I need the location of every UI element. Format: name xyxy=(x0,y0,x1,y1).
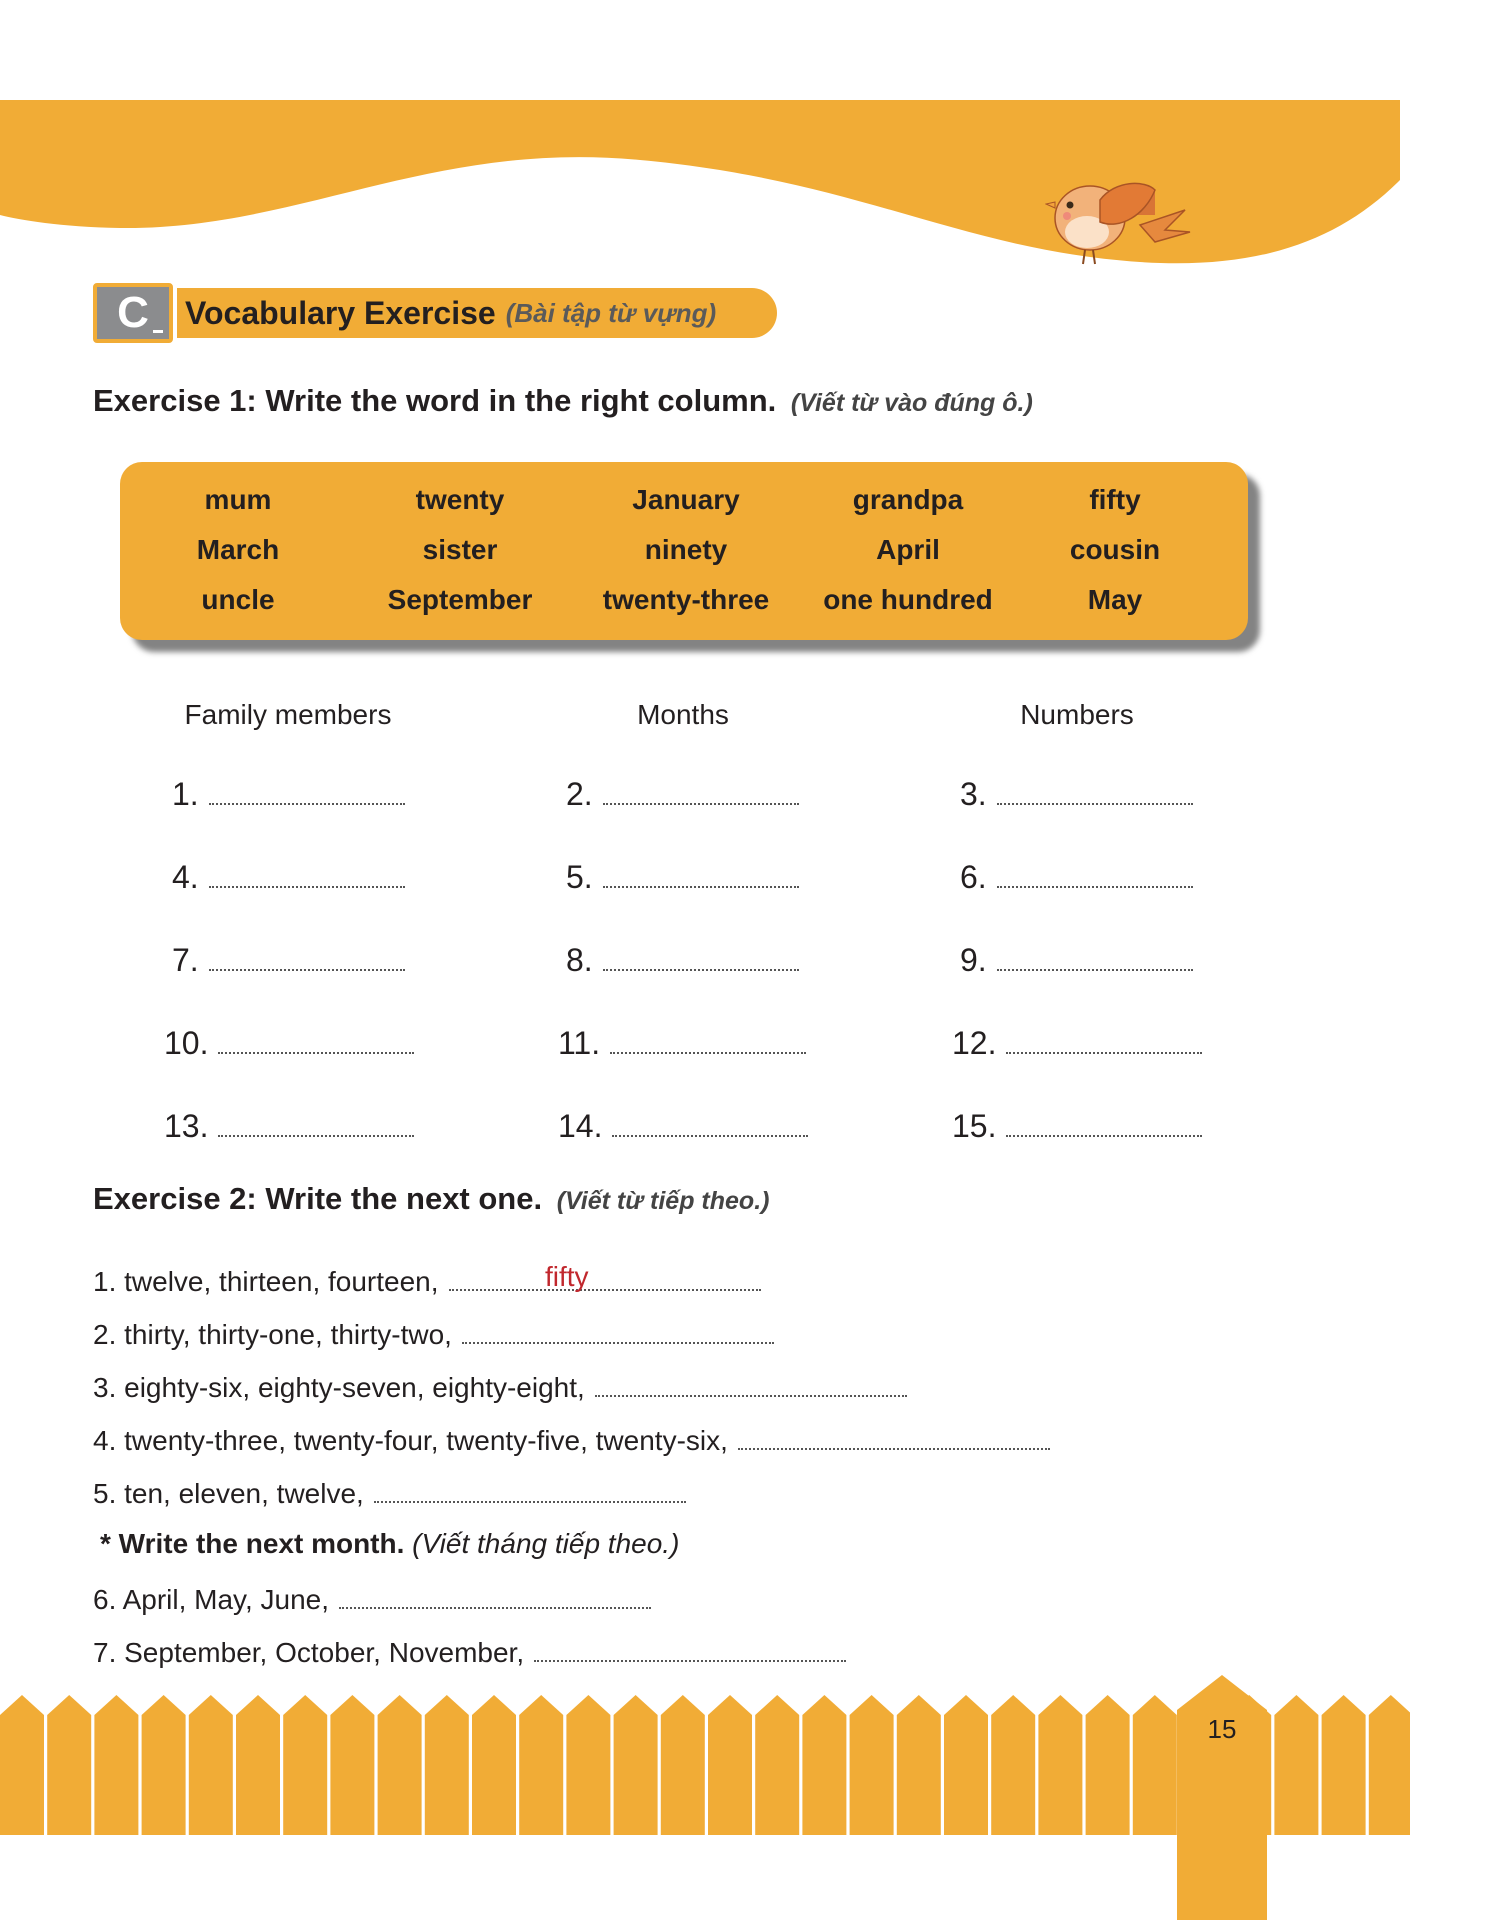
sequence-text: 7. September, October, November, xyxy=(93,1637,525,1668)
exercise-1-title: Exercise 1: Write the word in the right column. xyxy=(93,383,777,418)
word-bank-word: September xyxy=(387,584,533,615)
fence-picket xyxy=(378,1695,422,1835)
fence-picket xyxy=(425,1695,469,1835)
answer-blank[interactable] xyxy=(566,859,799,896)
dotted-line xyxy=(997,886,1193,888)
sequence-text: 5. ten, eleven, twelve, xyxy=(93,1478,364,1509)
blank-number: 5. xyxy=(566,859,593,895)
fence-picket xyxy=(1038,1695,1082,1835)
fence-picket xyxy=(991,1695,1035,1835)
word-bank-word: May xyxy=(1087,584,1143,615)
fence-picket xyxy=(283,1695,327,1835)
fence-picket xyxy=(1369,1695,1410,1835)
dotted-line xyxy=(449,1289,761,1291)
month-instruction xyxy=(100,1528,679,1560)
answer-blank[interactable] xyxy=(566,942,799,979)
fence-picket xyxy=(1086,1695,1130,1835)
answer-blank[interactable] xyxy=(164,1025,414,1062)
exercise-1-heading xyxy=(93,383,1033,419)
dotted-line xyxy=(997,803,1193,805)
sequence-line[interactable] xyxy=(93,1319,774,1351)
sequence-text: 6. April, May, June, xyxy=(93,1584,330,1615)
fence-picket xyxy=(944,1695,988,1835)
word-bank-word: ninety xyxy=(644,534,728,565)
exercise-2-heading xyxy=(93,1181,769,1217)
section-letter-badge: C xyxy=(93,283,173,343)
fence-picket xyxy=(1322,1695,1366,1835)
fence-picket xyxy=(330,1695,374,1835)
blank-number: 12. xyxy=(952,1025,997,1061)
sequence-text: 1. twelve, thirteen, fourteen, xyxy=(93,1266,439,1297)
fence-decoration xyxy=(0,1675,1410,1920)
fence-picket xyxy=(519,1695,563,1835)
sequence-line[interactable] xyxy=(93,1266,761,1298)
blank-number: 10. xyxy=(164,1025,209,1061)
dotted-line xyxy=(738,1448,1050,1450)
handwritten-answer: fifty xyxy=(545,1261,589,1292)
dotted-line xyxy=(1006,1052,1202,1054)
fence-picket xyxy=(94,1695,138,1835)
section-title-bar xyxy=(177,288,777,338)
sequence-line[interactable] xyxy=(93,1637,846,1669)
dotted-line xyxy=(603,886,799,888)
answer-blank[interactable] xyxy=(960,859,1193,896)
page-number-picket xyxy=(1177,1675,1267,1920)
dotted-line xyxy=(603,969,799,971)
dotted-line xyxy=(218,1052,414,1054)
word-bank-word: fifty xyxy=(1089,484,1141,515)
word-bank-word: twenty-three xyxy=(602,584,770,615)
dotted-line xyxy=(595,1395,907,1397)
word-bank xyxy=(120,462,1248,640)
dotted-line xyxy=(1006,1135,1202,1137)
blank-number: 7. xyxy=(172,942,199,978)
sequence-text: 4. twenty-three, twenty-four, twenty-five, twenty-six, xyxy=(93,1425,728,1456)
exercise-2-title: Exercise 2: Write the next one. xyxy=(93,1181,543,1216)
fence-picket xyxy=(661,1695,705,1835)
sequence-line[interactable] xyxy=(93,1425,1050,1457)
blank-number: 13. xyxy=(164,1108,209,1144)
blank-number: 2. xyxy=(566,776,593,812)
fence-picket xyxy=(614,1695,658,1835)
section-header xyxy=(93,283,793,343)
dotted-line xyxy=(218,1135,414,1137)
answer-blank[interactable] xyxy=(558,1108,808,1145)
answer-blank[interactable] xyxy=(172,942,405,979)
answer-blank[interactable] xyxy=(172,776,405,813)
fence-picket xyxy=(802,1695,846,1835)
sequence-text: 2. thirty, thirty-one, thirty-two, xyxy=(93,1319,452,1350)
fence-picket xyxy=(1274,1695,1318,1835)
exercise-1-subtitle: (Viết từ vào đúng ô.) xyxy=(790,389,1033,417)
answer-blank[interactable] xyxy=(566,776,799,813)
answer-blank[interactable] xyxy=(960,942,1193,979)
sequence-line[interactable] xyxy=(93,1478,686,1510)
column-header-family: Family members xyxy=(184,699,392,730)
dotted-line xyxy=(209,969,405,971)
bird-illustration xyxy=(1045,160,1195,270)
section-title: Vocabulary Exercise xyxy=(185,294,496,331)
dotted-line xyxy=(462,1342,774,1344)
month-instruction-text: * Write the next month. xyxy=(100,1528,405,1559)
word-bank-word: cousin xyxy=(1069,534,1161,565)
fence-picket xyxy=(850,1695,894,1835)
dotted-line xyxy=(603,803,799,805)
fence-picket xyxy=(236,1695,280,1835)
fence-picket xyxy=(708,1695,752,1835)
word-bank-word: sister xyxy=(422,534,498,565)
sequence-text: 3. eighty-six, eighty-seven, eighty-eight, xyxy=(93,1372,585,1403)
answer-blank[interactable] xyxy=(172,859,405,896)
blank-number: 11. xyxy=(558,1025,601,1061)
blank-number: 6. xyxy=(960,859,987,895)
fence-picket xyxy=(0,1695,44,1835)
month-instruction-translation: (Viết tháng tiếp theo.) xyxy=(412,1528,680,1559)
dotted-line xyxy=(209,803,405,805)
blank-number: 14. xyxy=(558,1108,603,1144)
exercise-2-subtitle: (Viết từ tiếp theo.) xyxy=(556,1187,770,1215)
word-bank-word: mum xyxy=(204,484,272,515)
answer-blank[interactable] xyxy=(952,1108,1202,1145)
dotted-line xyxy=(339,1607,651,1609)
fence-picket xyxy=(566,1695,610,1835)
dotted-line xyxy=(534,1660,846,1662)
column-header-numbers: Numbers xyxy=(1020,699,1134,730)
word-bank-word: twenty xyxy=(415,484,505,515)
page-number: 15 xyxy=(1207,1714,1237,1744)
word-bank-word: March xyxy=(196,534,280,565)
fence-picket xyxy=(755,1695,799,1835)
word-bank-word: one hundred xyxy=(823,584,993,615)
fence-picket xyxy=(142,1695,186,1835)
answer-blank[interactable] xyxy=(164,1108,414,1145)
answer-blank[interactable] xyxy=(558,1025,806,1062)
fence-picket xyxy=(47,1695,91,1835)
dotted-line xyxy=(209,886,405,888)
blank-number: 1. xyxy=(172,776,199,812)
blank-number: 15. xyxy=(952,1108,997,1144)
fence-picket xyxy=(1133,1695,1177,1835)
dotted-line xyxy=(612,1135,808,1137)
word-bank-word: uncle xyxy=(201,584,275,615)
blank-number: 9. xyxy=(960,942,987,978)
answer-blank[interactable] xyxy=(960,776,1193,813)
dotted-line xyxy=(610,1052,806,1054)
word-bank-word: grandpa xyxy=(852,484,964,515)
sequence-line[interactable] xyxy=(93,1584,651,1616)
word-bank-word: April xyxy=(876,534,940,565)
column-header-months: Months xyxy=(637,699,729,730)
blank-number: 8. xyxy=(566,942,593,978)
fence-picket xyxy=(189,1695,233,1835)
section-subtitle: (Bài tập từ vựng) xyxy=(505,297,717,328)
blank-number: 3. xyxy=(960,776,987,812)
blank-number: 4. xyxy=(172,859,199,895)
answer-blank[interactable] xyxy=(952,1025,1202,1062)
dotted-line xyxy=(997,969,1193,971)
fence-picket xyxy=(897,1695,941,1835)
fence-picket xyxy=(472,1695,516,1835)
word-bank-word: January xyxy=(632,484,740,515)
dotted-line xyxy=(374,1501,686,1503)
sequence-line[interactable] xyxy=(93,1372,907,1404)
